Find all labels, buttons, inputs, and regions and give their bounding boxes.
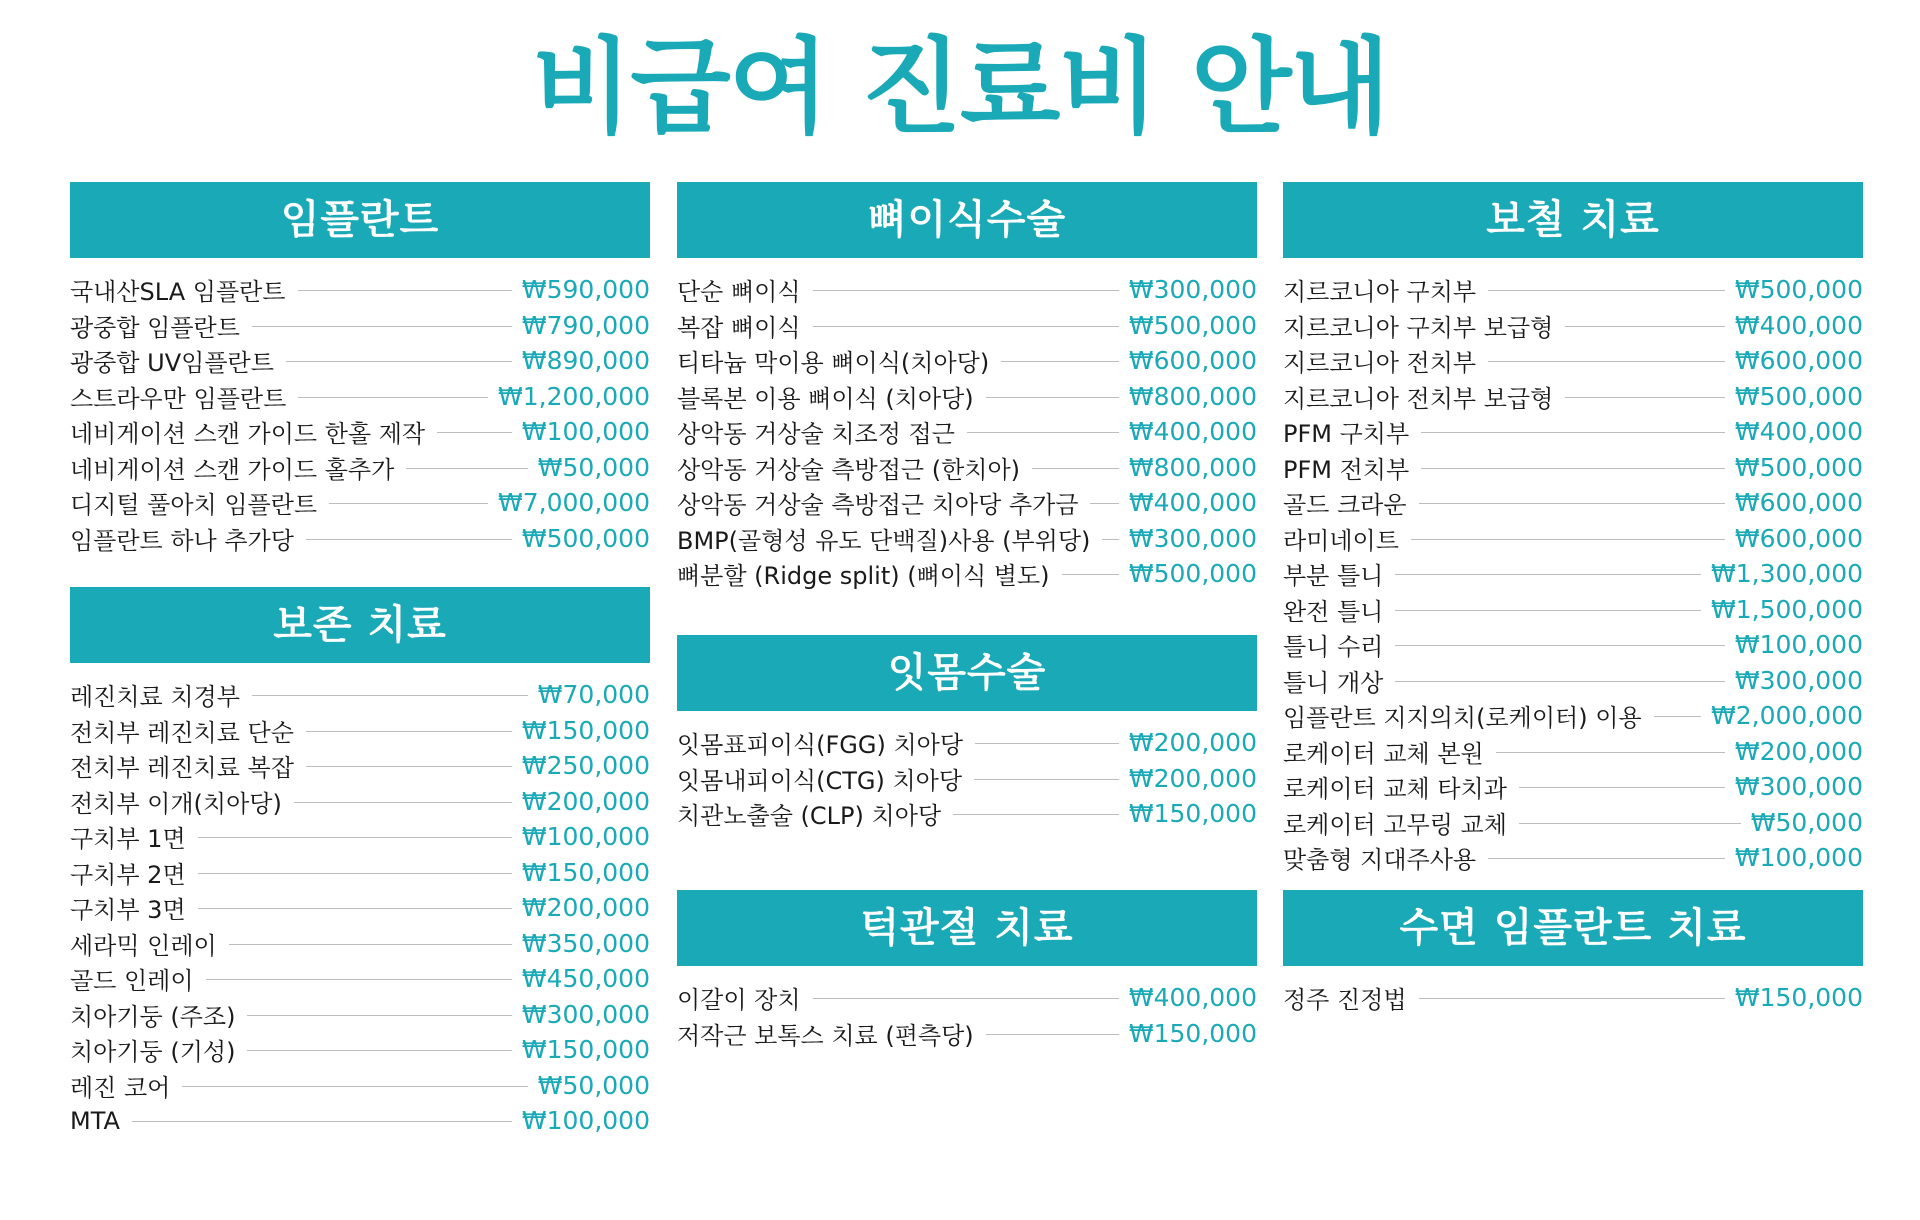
treatment-price: ₩500,000 [1128, 559, 1257, 589]
treatment-price: ₩500,000 [1734, 452, 1863, 482]
leader-line [967, 432, 1119, 433]
leader-line [1565, 397, 1725, 398]
treatment-price: ₩300,000 [1734, 665, 1863, 695]
treatment-name: 정주 진정법 [1283, 986, 1407, 1015]
section-implant [70, 182, 650, 556]
treatment-price: ₩150,000 [521, 715, 650, 745]
treatment-price: ₩200,000 [1128, 763, 1257, 793]
treatment-price: ₩590,000 [521, 275, 650, 305]
treatment-name: PFM 구치부 [1283, 420, 1410, 449]
treatment-name: 로케이터 교체 타치과 [1283, 775, 1507, 804]
treatment-name: 라미네이트 [1283, 526, 1399, 555]
price-row [70, 1068, 650, 1104]
price-row [1283, 805, 1863, 841]
treatment-name: 완전 틀니 [1283, 597, 1384, 626]
treatment-name: 임플란트 하나 추가당 [70, 526, 294, 555]
leader-line [1032, 468, 1119, 469]
treatment-price: ₩400,000 [1734, 417, 1863, 447]
price-row [1283, 485, 1863, 521]
leader-line [1488, 361, 1725, 362]
price-row [1283, 592, 1863, 628]
price-row [1283, 343, 1863, 379]
leader-line [1102, 539, 1119, 540]
treatment-price: ₩400,000 [1734, 310, 1863, 340]
treatment-name: 국내산SLA 임플란트 [70, 278, 286, 307]
treatment-price: ₩150,000 [521, 1035, 650, 1065]
leader-line [1654, 716, 1701, 717]
price-row [677, 725, 1257, 761]
treatment-name: 구치부 1면 [70, 825, 186, 854]
price-row [70, 414, 650, 450]
treatment-name: 저작근 보톡스 치료 (편측당) [677, 1021, 974, 1050]
treatment-name: 상악동 거상술 측방접근 치아당 추가금 [677, 491, 1079, 520]
price-row [1283, 272, 1863, 308]
leader-line [247, 1050, 511, 1051]
price-row [70, 890, 650, 926]
treatment-price: ₩100,000 [1734, 843, 1863, 873]
treatment-price: ₩1,200,000 [498, 381, 650, 411]
leader-line [198, 837, 512, 838]
treatment-price: ₩300,000 [1734, 772, 1863, 802]
treatment-price: ₩100,000 [521, 417, 650, 447]
price-list [677, 966, 1257, 1051]
treatment-name: 잇몸표피이식(FGG) 치아당 [677, 731, 964, 760]
leader-line [953, 814, 1119, 815]
treatment-price: ₩400,000 [1128, 488, 1257, 518]
leader-line [437, 432, 512, 433]
treatment-name: 지르코니아 구치부 보급형 [1283, 313, 1554, 342]
leader-line [306, 731, 512, 732]
treatment-price: ₩100,000 [1734, 630, 1863, 660]
treatment-name: 지르코니아 전치부 보급형 [1283, 384, 1554, 413]
treatment-name: 치아기둥 (기성) [70, 1038, 236, 1067]
leader-line [1421, 432, 1725, 433]
treatment-price: ₩300,000 [521, 999, 650, 1029]
treatment-name: 복잡 뼈이식 [677, 313, 801, 342]
page-title: 비급여 진료비 안내 [531, 26, 1389, 148]
section-title: 보존 치료 [70, 587, 650, 663]
price-row [70, 997, 650, 1033]
treatment-name: 레진치료 치경부 [70, 683, 240, 712]
treatment-price: ₩50,000 [537, 1070, 650, 1100]
price-row [1283, 698, 1863, 734]
treatment-price: ₩790,000 [521, 310, 650, 340]
section-tmj [677, 890, 1257, 1051]
treatment-name: 틀니 수리 [1283, 633, 1384, 662]
price-row [70, 926, 650, 962]
leader-line [286, 361, 512, 362]
leader-line [132, 1121, 512, 1122]
treatment-name: 골드 인레이 [70, 967, 194, 996]
treatment-name: 지르코니아 전치부 [1283, 349, 1477, 378]
leader-line [198, 908, 512, 909]
leader-line [1565, 326, 1725, 327]
price-row [70, 272, 650, 308]
treatment-name: 로케이터 고무링 교체 [1283, 810, 1507, 839]
treatment-price: ₩150,000 [1128, 799, 1257, 829]
price-row [677, 556, 1257, 592]
price-list [1283, 258, 1863, 876]
treatment-name: MTA [70, 1106, 120, 1135]
treatment-name: PFM 전치부 [1283, 455, 1410, 484]
treatment-price: ₩500,000 [1128, 310, 1257, 340]
price-row [677, 1016, 1257, 1052]
price-row [677, 343, 1257, 379]
treatment-price: ₩7,000,000 [498, 488, 650, 518]
section-gum [677, 635, 1257, 832]
section-title: 임플란트 [70, 182, 650, 258]
treatment-name: 세라믹 인레이 [70, 931, 217, 960]
treatment-name: 전치부 레진치료 복잡 [70, 754, 294, 783]
treatment-price: ₩350,000 [521, 928, 650, 958]
leader-line [1488, 858, 1725, 859]
price-row [70, 855, 650, 891]
price-row [70, 521, 650, 557]
treatment-name: 광중합 임플란트 [70, 313, 240, 342]
leader-line [182, 1086, 527, 1087]
price-row [70, 677, 650, 713]
leader-line [252, 326, 512, 327]
leader-line [406, 468, 528, 469]
treatment-name: 로케이터 교체 본원 [1283, 739, 1484, 768]
treatment-price: ₩200,000 [1734, 736, 1863, 766]
leader-line [306, 539, 512, 540]
leader-line [975, 743, 1119, 744]
leader-line [813, 998, 1119, 999]
section-prosthetic [1283, 182, 1863, 876]
price-row [70, 379, 650, 415]
price-row [677, 308, 1257, 344]
leader-line [229, 944, 512, 945]
treatment-price: ₩300,000 [1128, 275, 1257, 305]
section-title: 턱관절 치료 [677, 890, 1257, 966]
price-row [1283, 663, 1863, 699]
treatment-price: ₩600,000 [1128, 346, 1257, 376]
price-row [677, 379, 1257, 415]
price-row [1283, 414, 1863, 450]
price-row [70, 1103, 650, 1139]
treatment-price: ₩150,000 [1734, 983, 1863, 1013]
section-conservative [70, 587, 650, 1139]
leader-line [1519, 787, 1725, 788]
treatment-name: 디지털 풀아치 임플란트 [70, 491, 318, 520]
treatment-name: 스트라우만 임플란트 [70, 384, 287, 413]
price-row [70, 961, 650, 997]
treatment-name: 네비게이션 스캔 가이드 홀추가 [70, 455, 395, 484]
treatment-price: ₩600,000 [1734, 523, 1863, 553]
section-bonegraft [677, 182, 1257, 592]
price-list [677, 711, 1257, 832]
leader-line [986, 1034, 1119, 1035]
treatment-price: ₩2,000,000 [1711, 701, 1863, 731]
leader-line [294, 802, 512, 803]
treatment-price: ₩50,000 [1750, 807, 1863, 837]
price-row [1283, 379, 1863, 415]
treatment-name: 전치부 레진치료 단순 [70, 718, 294, 747]
treatment-name: 광중합 UV임플란트 [70, 349, 274, 378]
treatment-price: ₩200,000 [521, 893, 650, 923]
leader-line [1395, 681, 1725, 682]
price-list [70, 258, 650, 556]
leader-line [206, 979, 512, 980]
leader-line [306, 766, 512, 767]
treatment-name: 구치부 3면 [70, 896, 186, 925]
treatment-name: 구치부 2면 [70, 860, 186, 889]
treatment-price: ₩800,000 [1128, 381, 1257, 411]
leader-line [813, 326, 1119, 327]
section-title: 수면 임플란트 치료 [1283, 890, 1863, 966]
treatment-price: ₩800,000 [1128, 452, 1257, 482]
leader-line [1395, 574, 1701, 575]
section-sedation [1283, 890, 1863, 1016]
leader-line [986, 397, 1119, 398]
leader-line [1419, 998, 1725, 999]
leader-line [298, 397, 488, 398]
treatment-price: ₩400,000 [1128, 983, 1257, 1013]
treatment-price: ₩450,000 [521, 964, 650, 994]
leader-line [1496, 752, 1725, 753]
treatment-name: 골드 크라운 [1283, 491, 1407, 520]
leader-line [298, 290, 512, 291]
price-row [677, 980, 1257, 1016]
treatment-name: 잇몸내피이식(CTG) 치아당 [677, 766, 963, 795]
price-list [1283, 966, 1863, 1016]
price-row [677, 761, 1257, 797]
treatment-price: ₩300,000 [1128, 523, 1257, 553]
price-row [677, 414, 1257, 450]
treatment-price: ₩200,000 [1128, 728, 1257, 758]
price-row [70, 713, 650, 749]
price-row [70, 308, 650, 344]
price-row [70, 819, 650, 855]
price-row [1283, 840, 1863, 876]
leader-line [1090, 503, 1118, 504]
treatment-name: BMP(골형성 유도 단백질)사용 (부위당) [677, 526, 1091, 555]
leader-line [1395, 610, 1701, 611]
price-row [1283, 627, 1863, 663]
price-row [1283, 769, 1863, 805]
treatment-price: ₩200,000 [521, 786, 650, 816]
price-row [677, 521, 1257, 557]
leader-line [1421, 468, 1725, 469]
treatment-price: ₩100,000 [521, 1106, 650, 1136]
price-row [70, 784, 650, 820]
treatment-name: 티타늄 막이용 뼈이식(치아당) [677, 349, 990, 378]
section-title: 보철 치료 [1283, 182, 1863, 258]
treatment-name: 틀니 개상 [1283, 668, 1384, 697]
treatment-name: 네비게이션 스캔 가이드 한홀 제작 [70, 420, 426, 449]
price-row [1283, 734, 1863, 770]
treatment-name: 이갈이 장치 [677, 986, 801, 1015]
treatment-name: 전치부 이개(치아당) [70, 789, 282, 818]
price-row [677, 796, 1257, 832]
leader-line [1419, 503, 1725, 504]
leader-line [252, 695, 528, 696]
treatment-price: ₩70,000 [537, 680, 650, 710]
section-title: 잇몸수술 [677, 635, 1257, 711]
treatment-name: 지르코니아 구치부 [1283, 278, 1477, 307]
treatment-price: ₩100,000 [521, 822, 650, 852]
treatment-price: ₩600,000 [1734, 346, 1863, 376]
leader-line [1411, 539, 1725, 540]
treatment-price: ₩600,000 [1734, 488, 1863, 518]
leader-line [198, 873, 512, 874]
treatment-name: 상악동 거상술 측방접근 (한치아) [677, 455, 1021, 484]
treatment-price: ₩500,000 [1734, 275, 1863, 305]
treatment-name: 부분 틀니 [1283, 562, 1384, 591]
leader-line [1519, 823, 1741, 824]
treatment-price: ₩400,000 [1128, 417, 1257, 447]
leader-line [1062, 574, 1119, 575]
treatment-price: ₩50,000 [537, 452, 650, 482]
price-row [70, 748, 650, 784]
price-row [70, 343, 650, 379]
leader-line [247, 1015, 511, 1016]
treatment-price: ₩890,000 [521, 346, 650, 376]
treatment-name: 뼈분할 (Ridge split) (뼈이식 별도) [677, 562, 1050, 591]
leader-line [329, 503, 488, 504]
price-row [70, 485, 650, 521]
price-row [1283, 556, 1863, 592]
price-row [70, 450, 650, 486]
leader-line [813, 290, 1119, 291]
treatment-price: ₩150,000 [1128, 1018, 1257, 1048]
price-row [677, 485, 1257, 521]
leader-line [1488, 290, 1725, 291]
leader-line [1395, 645, 1725, 646]
treatment-name: 블록본 이용 뼈이식 (치아당) [677, 384, 974, 413]
section-title: 뼈이식수술 [677, 182, 1257, 258]
treatment-name: 단순 뼈이식 [677, 278, 801, 307]
treatment-name: 맞춤형 지대주사용 [1283, 846, 1477, 875]
leader-line [1001, 361, 1119, 362]
treatment-price: ₩250,000 [521, 751, 650, 781]
price-list [70, 663, 650, 1139]
treatment-price: ₩500,000 [1734, 381, 1863, 411]
treatment-price: ₩500,000 [521, 523, 650, 553]
treatment-price: ₩1,300,000 [1711, 559, 1863, 589]
treatment-name: 레진 코어 [70, 1073, 171, 1102]
treatment-name: 상악동 거상술 치조정 접근 [677, 420, 955, 449]
treatment-name: 치관노출술 (CLP) 치아당 [677, 802, 942, 831]
treatment-price: ₩150,000 [521, 857, 650, 887]
treatment-name: 치아기둥 (주조) [70, 1002, 236, 1031]
treatment-price: ₩1,500,000 [1711, 594, 1863, 624]
price-row [70, 1032, 650, 1068]
price-list [677, 258, 1257, 592]
treatment-name: 임플란트 지지의치(로케이터) 이용 [1283, 704, 1642, 733]
price-row [677, 272, 1257, 308]
price-row [1283, 980, 1863, 1016]
price-row [677, 450, 1257, 486]
leader-line [974, 779, 1119, 780]
price-row [1283, 450, 1863, 486]
price-row [1283, 308, 1863, 344]
price-row [1283, 521, 1863, 557]
